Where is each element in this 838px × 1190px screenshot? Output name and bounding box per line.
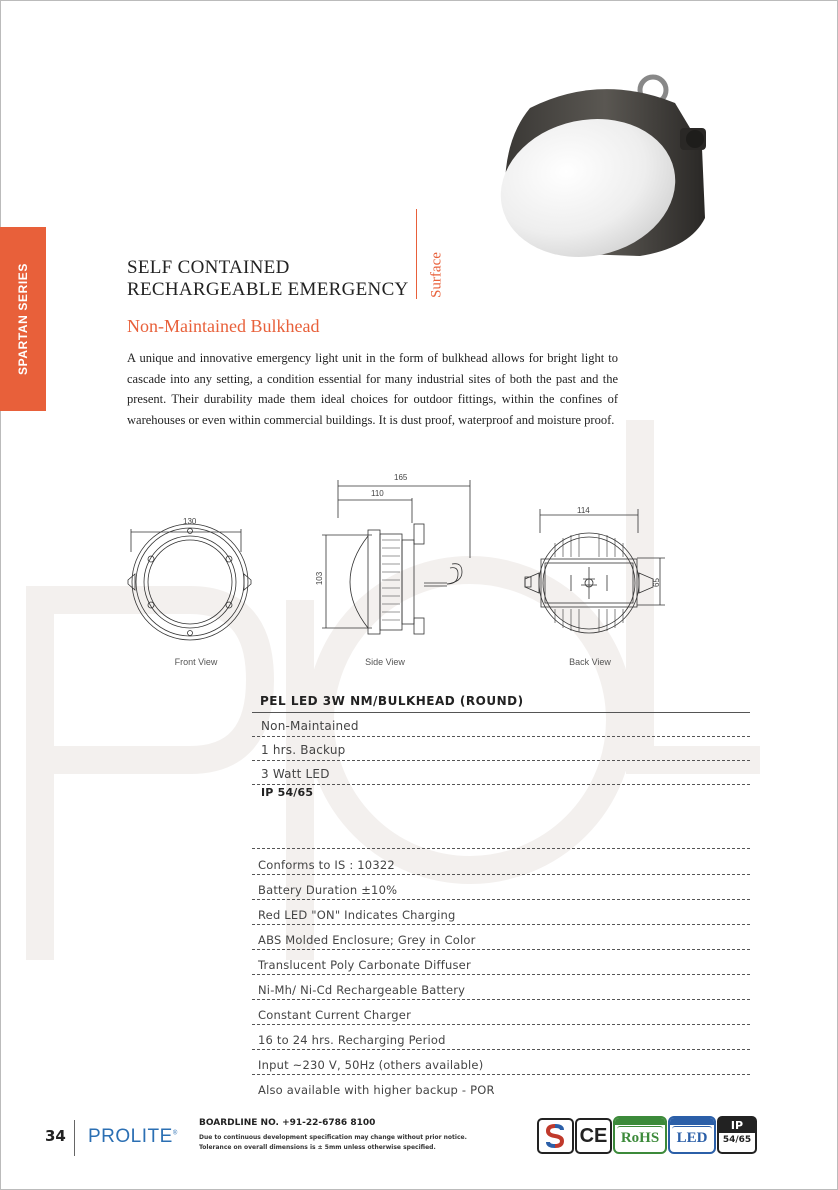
footer-divider bbox=[74, 1120, 75, 1156]
registered-mark: ® bbox=[172, 1130, 178, 1137]
product-subtitle: Non-Maintained Bulkhead bbox=[127, 316, 320, 336]
feature-row bbox=[252, 849, 750, 875]
prolite-logo bbox=[88, 1126, 178, 1148]
feature-text: Input ~230 V, 50Hz (others available) bbox=[258, 1058, 484, 1072]
spec-text: 1 hrs. Backup bbox=[261, 743, 346, 757]
product-title bbox=[127, 257, 409, 301]
logo-text: PROLITE bbox=[88, 1126, 173, 1147]
front-view-caption: Front View bbox=[174, 657, 218, 667]
front-view-drawing bbox=[125, 512, 260, 652]
feature-row bbox=[252, 924, 750, 950]
mount-type-label: Surface bbox=[428, 252, 445, 298]
spec-row bbox=[252, 784, 750, 802]
footer-note-1: Due to continuous development specification may change without prior notice. bbox=[199, 1134, 467, 1141]
product-photo bbox=[490, 68, 720, 268]
feature-row bbox=[252, 1024, 750, 1050]
ip-label: IP bbox=[719, 1118, 755, 1133]
spec-text: Non-Maintained bbox=[261, 719, 359, 733]
feature-row bbox=[252, 974, 750, 1000]
page-number: 34 bbox=[45, 1127, 66, 1145]
side-total-dimension: 165 bbox=[394, 473, 408, 482]
rohs-cap bbox=[615, 1118, 665, 1125]
product-description: A unique and innovative emergency light unit in the form of bulkhead allows for bright light to cascade into any setting, a condition essential for many industrial sites of both the past and the present. Their durability made them ideal choices for outdoor fittings, within the confines of warehouses or even within commercial buildings. It is dust proof, waterproof and moisture proof. bbox=[127, 351, 618, 427]
led-cap bbox=[670, 1118, 714, 1125]
back-view-drawing bbox=[515, 505, 670, 645]
side-body-dimension: 110 bbox=[371, 489, 384, 498]
side-height-dimension: 103 bbox=[315, 571, 325, 586]
boardline-number: BOARDLINE NO. +91-22-6786 8100 bbox=[199, 1118, 376, 1128]
back-height-dimension: 65 bbox=[651, 578, 661, 587]
side-view-drawing bbox=[312, 478, 477, 638]
series-tab bbox=[0, 227, 46, 411]
rohs-badge bbox=[613, 1116, 667, 1154]
feature-row bbox=[252, 899, 750, 925]
feature-row bbox=[252, 999, 750, 1025]
feature-text: Translucent Poly Carbonate Diffuser bbox=[258, 958, 471, 972]
feature-text: Red LED "ON" Indicates Charging bbox=[258, 908, 456, 922]
feature-text: ABS Molded Enclosure; Grey in Color bbox=[258, 933, 476, 947]
feature-row bbox=[252, 874, 750, 900]
ce-mark-icon bbox=[575, 1118, 612, 1154]
ce-text: CE bbox=[579, 1125, 608, 1147]
feature-row bbox=[252, 949, 750, 975]
footer-note-2: Tolerance on overall dimensions is ± 5mm unless otherwise specified. bbox=[199, 1144, 436, 1151]
ip-rating-badge bbox=[717, 1116, 757, 1154]
spec-text: 3 Watt LED bbox=[261, 767, 330, 781]
footer-notes bbox=[199, 1133, 467, 1153]
spec-row bbox=[252, 736, 750, 761]
feature-text: 16 to 24 hrs. Recharging Period bbox=[258, 1033, 446, 1047]
feature-text: Conforms to IS : 10322 bbox=[258, 858, 395, 872]
bis-mark-icon bbox=[537, 1118, 574, 1154]
rohs-text: RoHS bbox=[617, 1126, 663, 1150]
feature-text: Also available with higher backup - POR bbox=[258, 1083, 495, 1097]
spec-ip-text: IP 54/65 bbox=[261, 786, 314, 799]
led-badge bbox=[668, 1116, 716, 1154]
feature-text: Constant Current Charger bbox=[258, 1008, 411, 1022]
feature-row bbox=[252, 1074, 750, 1099]
ip-value: 54/65 bbox=[722, 1135, 752, 1145]
spec-row bbox=[252, 760, 750, 785]
feature-text: Battery Duration ±10% bbox=[258, 883, 398, 897]
back-width-dimension: 114 bbox=[577, 506, 590, 515]
surface-rule bbox=[416, 209, 417, 299]
title-line-1: SELF CONTAINED bbox=[127, 257, 290, 278]
front-width-dimension: 130 bbox=[183, 517, 197, 526]
side-view-caption: Side View bbox=[365, 657, 405, 667]
feature-text: Ni-Mh/ Ni-Cd Rechargeable Battery bbox=[258, 983, 466, 997]
title-line-2: RECHARGEABLE EMERGENCY bbox=[127, 279, 409, 300]
model-name: PEL LED 3W NM/BULKHEAD (ROUND) bbox=[260, 694, 524, 708]
series-tab-label: SPARTAN SERIES bbox=[16, 263, 30, 375]
back-view-caption: Back View bbox=[569, 657, 611, 667]
led-text: LED bbox=[672, 1126, 712, 1150]
feature-row bbox=[252, 1049, 750, 1075]
spec-row bbox=[252, 712, 750, 737]
